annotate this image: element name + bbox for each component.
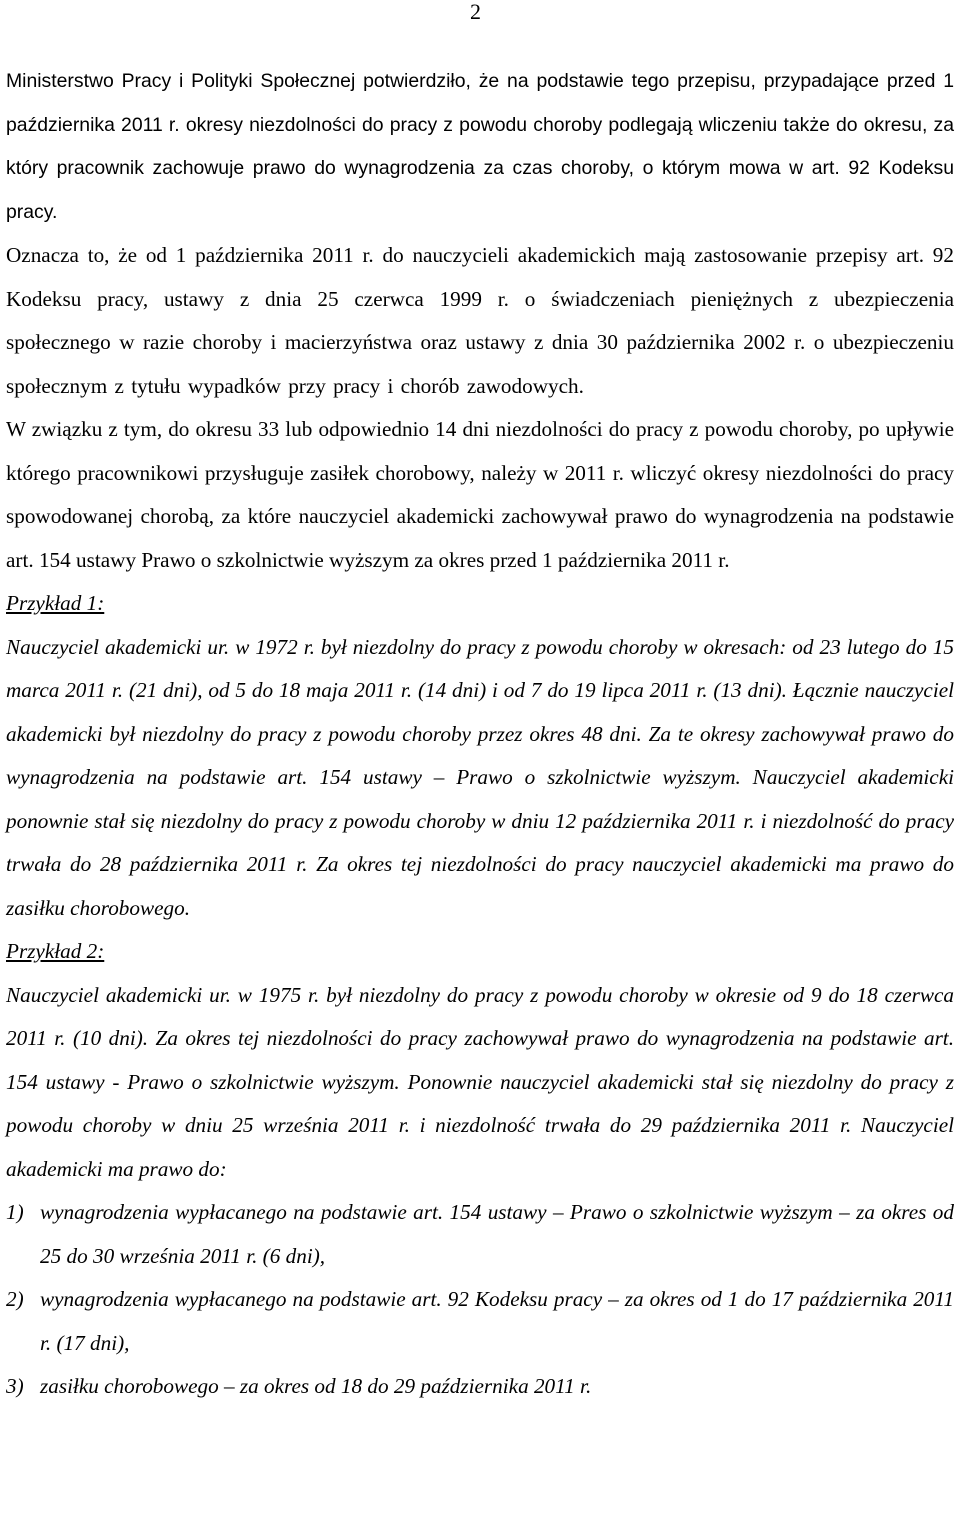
example-1-heading: Przykład 1: — [6, 591, 105, 615]
example-1-text: Nauczyciel akademicki ur. w 1972 r. był niezdolny do pracy z powodu choroby w okresach: od 23 lutego do 15 marca 2011 r. (21 dni), od 5 do 18 maja 2011 r. (14 dni) i od 7 do 19 lipca 2011 r. (13 dni). Łącznie nauczyciel akademicki był niezdolny do pracy z powodu choroby przez okres 48 dni. Za te okresy zachowywał prawo do wynagrodzenia na podstawie art. 154 ustawy – Prawo o szkolnictwie wyższym. Nauczyciel akademicki ponownie stał się niezdolny do pracy z powodu choroby w dniu 12 października 2011 r. i niezdolność do pracy trwała do 28 października 2011 r. Za okres tej niezdolności do pracy nauczyciel akademicki ma prawo do zasiłku chorobowego. — [6, 634, 954, 920]
list-item — [6, 1191, 954, 1278]
list-item-number: 3) — [6, 1374, 24, 1398]
paragraph-applicable-provisions: Oznacza to, że od 1 października 2011 r. do nauczycieli akademickich mają zastosowanie przepisy art. 92 Kodeksu pracy, ustawy z dnia 25 czerwca 1999 r. o świadczeniach pieniężnych z ubezpieczenia społecznego w razie choroby i macierzyństwa oraz ustawy z dnia 30 października 2002 r. o ubezpieczeniu społecznym z tytułu wypadków przy pracy i chorób zawodowych. — [6, 243, 954, 398]
example-2-heading: Przykład 2: — [6, 939, 105, 963]
example-2-text: Nauczyciel akademicki ur. w 1975 r. był niezdolny do pracy z powodu choroby w okresie od 9 do 18 czerwca 2011 r. (10 dni). Za okres tej niezdolności do pracy zachowywał prawo do wynagrodzenia na podstawie art. 154 ustawy - Prawo o szkolnictwie wyższym. Ponownie nauczyciel akademicki stał się niezdolny do pracy z powodu choroby w dniu 25 września 2011 r. i niezdolność trwała do 29 października 2011 r. Nauczyciel akademicki ma prawo do: — [6, 982, 954, 1181]
page-number: 2 — [470, 0, 481, 24]
document-body — [6, 60, 954, 1409]
list-item — [6, 1278, 954, 1365]
list-item-number: 1) — [6, 1200, 24, 1224]
paragraph-sickness-period: W związku z tym, do okresu 33 lub odpowiednio 14 dni niezdolności do pracy z powodu choroby, po upływie którego pracownikowi przysługuje zasiłek chorobowy, należy w 2011 r. wliczyć okresy niezdolności do pracy spowodowanej chorobą, za które nauczyciel akademicki zachowywał prawo do wynagrodzenia na podstawie art. 154 ustawy Prawo o szkolnictwie wyższym za okres przed 1 października 2011 r. — [6, 417, 954, 572]
list-item — [6, 1365, 954, 1409]
list-item-number: 2) — [6, 1287, 24, 1311]
entitlements-list — [6, 1191, 954, 1409]
paragraph-ministry-confirmation: Ministerstwo Pracy i Polityki Społecznej potwierdziło, że na podstawie tego przepisu, przypadające przed 1 października 2011 r. okresy niezdolności do pracy z powodu choroby podlegają wliczeniu także do okresu, za który pracownik zachowuje prawo do wynagrodzenia za czas choroby, o którym mowa w art. 92 Kodeksu pracy. — [6, 70, 954, 223]
list-item-text: zasiłku chorobowego – za okres od 18 do 29 października 2011 r. — [40, 1374, 592, 1398]
list-item-text: wynagrodzenia wypłacanego na podstawie art. 92 Kodeksu pracy – za okres od 1 do 17 października 2011 r. (17 dni), — [40, 1287, 954, 1355]
list-item-text: wynagrodzenia wypłacanego na podstawie art. 154 ustawy – Prawo o szkolnictwie wyższym – za okres od 25 do 30 września 2011 r. (6 dni), — [40, 1200, 954, 1268]
